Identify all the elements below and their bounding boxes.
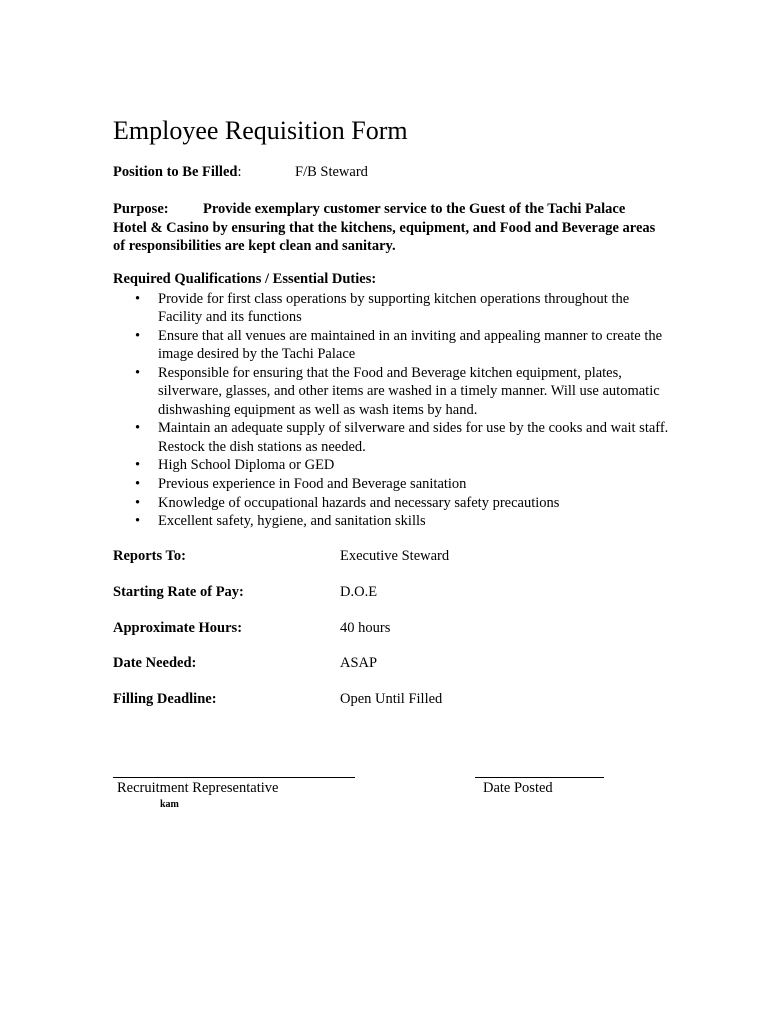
duty-text: High School Diploma or GED bbox=[158, 457, 335, 474]
recruiter-label: Recruitment Representative bbox=[117, 780, 279, 796]
list-item bbox=[113, 419, 673, 456]
bullet-icon: • bbox=[135, 494, 141, 511]
list-item bbox=[113, 456, 673, 474]
duty-text: Maintain an adequate supply of silverware and sides for use by the cooks and wait staff. Restock the dish stations as needed. bbox=[158, 420, 669, 455]
qualifications-heading: Required Qualifications / Essential Duties: bbox=[113, 271, 377, 287]
duty-text: Knowledge of occupational hazards and necessary safety precautions bbox=[158, 494, 560, 511]
list-item bbox=[113, 494, 673, 512]
duty-text: Provide for first class operations by supporting kitchen operations throughout the Facility and its functions bbox=[158, 291, 630, 326]
date-signature-line bbox=[475, 777, 604, 778]
duties-list bbox=[113, 290, 673, 531]
filling-deadline-label: Filling Deadline: bbox=[113, 691, 217, 707]
duty-text: Ensure that all venues are maintained in an inviting and appealing manner to create the image desired by the Tachi Palace bbox=[158, 327, 663, 363]
bullet-icon: • bbox=[135, 327, 141, 344]
position-label bbox=[113, 164, 242, 181]
pay-rate-label: Starting Rate of Pay: bbox=[113, 584, 244, 600]
date-needed-label: Date Needed: bbox=[113, 655, 197, 671]
duty-text: Excellent safety, hygiene, and sanitation skills bbox=[158, 513, 426, 530]
list-item bbox=[113, 327, 673, 364]
list-item bbox=[113, 364, 673, 419]
purpose-label: Purpose: bbox=[113, 201, 169, 217]
position-label-text: Position to Be Filled bbox=[113, 164, 238, 180]
date-needed-value: ASAP bbox=[340, 655, 378, 671]
recruiter-signature-line bbox=[113, 777, 355, 778]
duty-text: Previous experience in Food and Beverage sanitation bbox=[158, 475, 467, 492]
list-item bbox=[113, 512, 673, 530]
date-posted-label: Date Posted bbox=[483, 780, 553, 796]
bullet-icon: • bbox=[135, 420, 141, 437]
list-item bbox=[113, 290, 673, 327]
bullet-icon: • bbox=[135, 513, 141, 530]
filling-deadline-value: Open Until Filled bbox=[340, 691, 443, 707]
list-item bbox=[113, 475, 673, 493]
bullet-icon: • bbox=[135, 364, 141, 381]
bullet-icon: • bbox=[135, 457, 141, 474]
purpose-text: Provide exemplary customer service to the Guest of the Tachi Palace Hotel & Casino by ensuring that the kitchens, equipment, and Food and Beverage areas of responsibilities are kept clean and sanitary. bbox=[113, 201, 656, 254]
bullet-icon: • bbox=[135, 291, 141, 307]
pay-rate-value: D.O.E bbox=[340, 584, 378, 600]
purpose-section bbox=[113, 200, 661, 256]
position-label-colon: : bbox=[237, 164, 242, 180]
initials: kam bbox=[160, 799, 179, 810]
position-value: F/B Steward bbox=[295, 164, 368, 180]
bullet-icon: • bbox=[135, 475, 141, 492]
reports-to-label: Reports To: bbox=[113, 548, 186, 564]
reports-to-value: Executive Steward bbox=[340, 548, 450, 564]
hours-label: Approximate Hours: bbox=[113, 620, 243, 636]
duty-text: Responsible for ensuring that the Food and Beverage kitchen equipment, plates, silverware, glasses, and other items are washed in a timely manner. Will use automatic dishwashing equipment as well as wash items by hand. bbox=[158, 364, 660, 418]
hours-value: 40 hours bbox=[340, 620, 391, 636]
form-title: Employee Requisition Form bbox=[113, 116, 408, 145]
